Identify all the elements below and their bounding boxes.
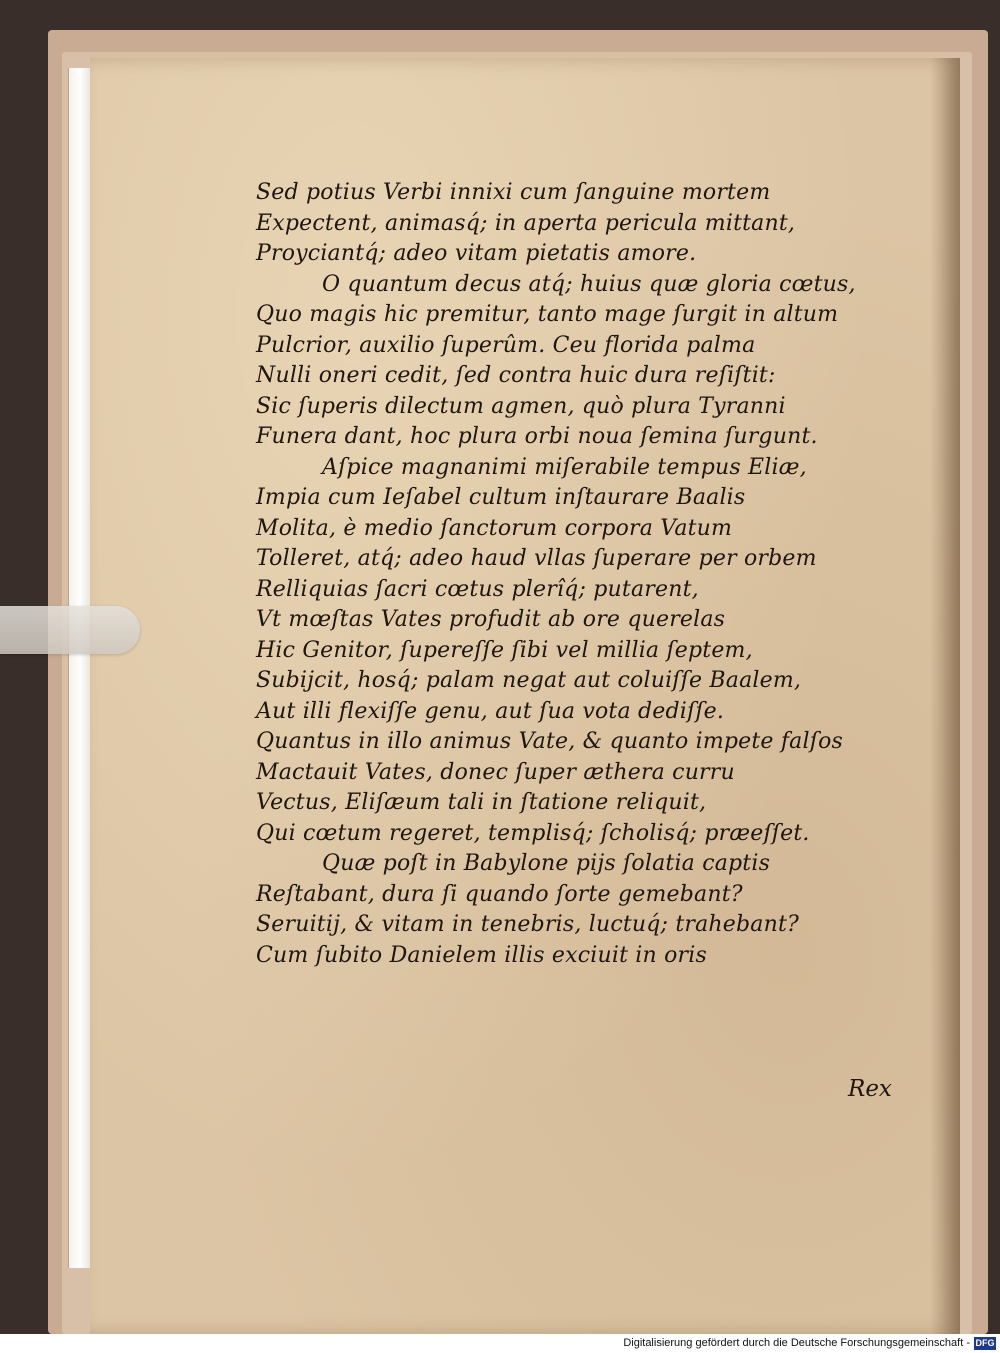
- text-line: Funera dant, hoc plura orbi noua ſemina ſurgunt.: [256, 424, 818, 449]
- text-line: Proyciantq́; adeo vitam pietatis amore.: [256, 241, 697, 266]
- funding-credit: Digitalisierung gefördert durch die Deutsche Forschungsgemeinschaft -: [623, 1337, 970, 1349]
- text-line: Quantus in illo animus Vate, & quanto impete falſos: [256, 729, 844, 754]
- text-line: Hic Genitor, ſupereſſe ſibi vel millia ſeptem,: [256, 637, 753, 663]
- text-line: Quæ poſt in Babylone pijs ſolatia captis: [322, 851, 771, 876]
- text-line: Seruitij, & vitam in tenebris, luctuq́; trahebant?: [256, 912, 799, 937]
- text-line: Reſtabant, dura ſi quando ſorte gemebant?: [256, 881, 743, 907]
- text-line: Pulcrior, auxilio ſuperûm. Ceu florida palma: [256, 332, 756, 358]
- page-gutter-shadow: [930, 58, 960, 1334]
- text-line: Sic ſuperis dilectum agmen, quò plura Tyranni: [256, 393, 786, 419]
- text-line: Qui cœtum regeret, templisq́; ſcholisq́; præeſſet.: [256, 820, 810, 846]
- text-line: Sed potius Verbi innixi cum ſanguine mortem: [256, 180, 771, 205]
- text-line: Aſpice magnanimi miſerabile tempus Eliæ,: [322, 454, 807, 480]
- page-holder-tab: [0, 606, 140, 654]
- text-line: Tolleret, atq́; adeo haud vllas ſuperare per orbem: [256, 546, 817, 571]
- poem-text-block: [256, 178, 856, 971]
- page-fore-edge: [68, 68, 91, 1268]
- text-line: Molita, è medio ſanctorum corpora Vatum: [256, 515, 733, 541]
- dfg-logo: DFG: [975, 1338, 995, 1348]
- text-line: Impia cum Ieſabel cultum inſtaurare Baalis: [256, 485, 746, 510]
- text-line: Aut illi flexiſſe genu, aut ſua vota dediſſe.: [256, 698, 725, 724]
- text-line: Expectent, animasq́; in aperta pericula mittant,: [256, 210, 796, 236]
- text-line: Mactauit Vates, donec ſuper æthera curru: [256, 759, 735, 785]
- text-line: Cum ſubito Danielem illis exciuit in oris: [256, 942, 707, 968]
- text-line: Relliquias ſacri cœtus plerîq́; putarent,: [256, 576, 699, 602]
- text-line: O quantum decus atq́; huius quæ gloria cœtus,: [322, 271, 856, 297]
- text-line: Nulli oneri cedit, ſed contra huic dura reſiſtit:: [256, 363, 776, 388]
- catchword: Rex: [848, 1076, 892, 1102]
- text-line: Subijcit, hosq́; palam negat aut coluiſſe Baalem,: [256, 668, 802, 693]
- text-line: Vt mœſtas Vates profudit ab ore querelas: [256, 607, 726, 632]
- text-line: Vectus, Eliſæum tali in ſtatione reliquit,: [256, 790, 707, 815]
- footer-bar: [0, 1334, 1000, 1353]
- text-line: Quo magis hic premitur, tanto mage ſurgit in altum: [256, 302, 839, 327]
